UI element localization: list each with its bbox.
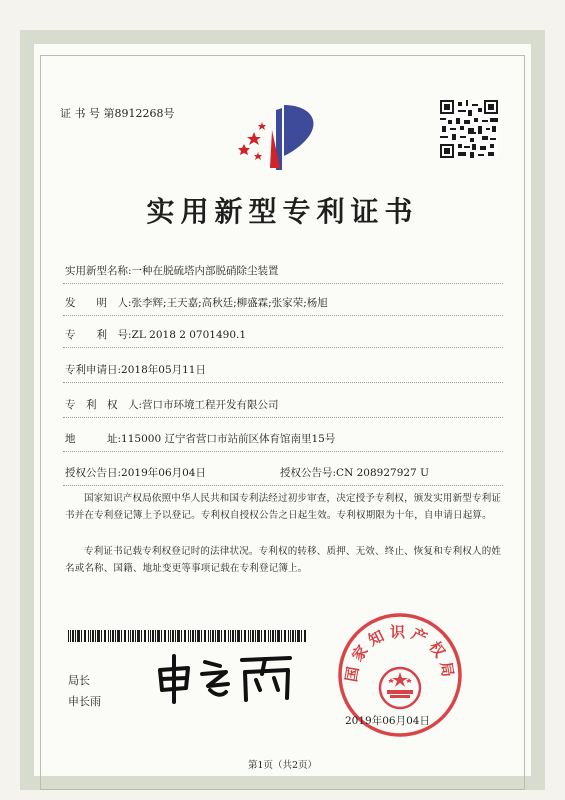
field-label: 授权公告号: bbox=[280, 467, 337, 479]
field-divider bbox=[63, 315, 503, 316]
field-label: 专 利 权 人: bbox=[65, 399, 143, 411]
field-label: 地 址: bbox=[65, 433, 122, 445]
field-value: 115000 辽宁省营口市站前区体育馆南里15号 bbox=[121, 433, 336, 445]
field-label: 发 明 人: bbox=[65, 297, 132, 309]
field-value: 张李辉;王天嘉;高秋廷;柳盛霖;张家荣;杨旭 bbox=[131, 297, 328, 309]
field-divider bbox=[63, 417, 503, 418]
field-utility-model-name bbox=[65, 263, 279, 278]
field-value: ZL 2018 2 0701490.1 bbox=[131, 329, 247, 341]
qr-code-icon bbox=[440, 100, 498, 158]
field-value: 2019年06月04日 bbox=[121, 467, 206, 479]
field-application-date bbox=[65, 362, 206, 377]
field-grant-date bbox=[65, 465, 206, 480]
field-value: 一种在脱硫塔内部脱硝除尘装置 bbox=[131, 265, 279, 277]
field-grant-number bbox=[280, 465, 429, 480]
field-label: 实用新型名称: bbox=[65, 265, 132, 277]
field-value: 2018年05月11日 bbox=[121, 364, 206, 376]
national-emblem-icon bbox=[380, 668, 420, 708]
field-divider bbox=[63, 485, 503, 486]
representative-title: 局长 bbox=[68, 674, 90, 687]
field-divider bbox=[63, 382, 503, 383]
seal-date: 2019年06月04日 bbox=[345, 715, 430, 727]
barcode-icon bbox=[68, 630, 308, 642]
legal-paragraph-grant: 国家知识产权局依照中华人民共和国专利法经过初步审查，决定授予专利权，颁发实用新型专利证书并在专利登记簿上予以登记。专利权自授权公告之日起生效。专利权期限为十年，自申请日起算。 bbox=[65, 493, 502, 521]
field-value: 营口市环境工程开发有限公司 bbox=[142, 399, 279, 411]
field-label: 专 利 号: bbox=[65, 329, 132, 341]
field-label: 授权公告日: bbox=[65, 467, 122, 479]
legal-paragraph-status: 专利证书记载专利权登记时的法律状况。专利权的转移、质押、无效、终止、恢复和专利权人的姓名或名称、国籍、地址变更等事项记载在专利登记簿上。 bbox=[65, 546, 502, 574]
field-patentee bbox=[65, 397, 279, 412]
patent-office-emblem-icon bbox=[232, 100, 332, 175]
certificate-number bbox=[60, 105, 175, 121]
field-divider bbox=[63, 347, 503, 348]
representative-name: 申长雨 bbox=[68, 695, 101, 708]
certificate-number-label: 证 书 号 bbox=[60, 107, 100, 120]
certificate-number-value: 第8912268号 bbox=[103, 107, 175, 120]
field-patent-number bbox=[65, 327, 246, 342]
field-divider bbox=[63, 451, 503, 452]
director-signature bbox=[150, 650, 300, 705]
field-divider bbox=[63, 283, 503, 284]
certificate-title: 实用新型专利证书 bbox=[146, 195, 419, 228]
seal-text: 国家知识产权局 bbox=[342, 623, 458, 684]
field-address bbox=[65, 431, 335, 446]
field-value: CN 208927927 U bbox=[336, 467, 429, 479]
field-inventors bbox=[65, 295, 328, 310]
page-number: 第1页（共2页） bbox=[247, 760, 318, 771]
field-label: 专利申请日: bbox=[65, 364, 122, 376]
